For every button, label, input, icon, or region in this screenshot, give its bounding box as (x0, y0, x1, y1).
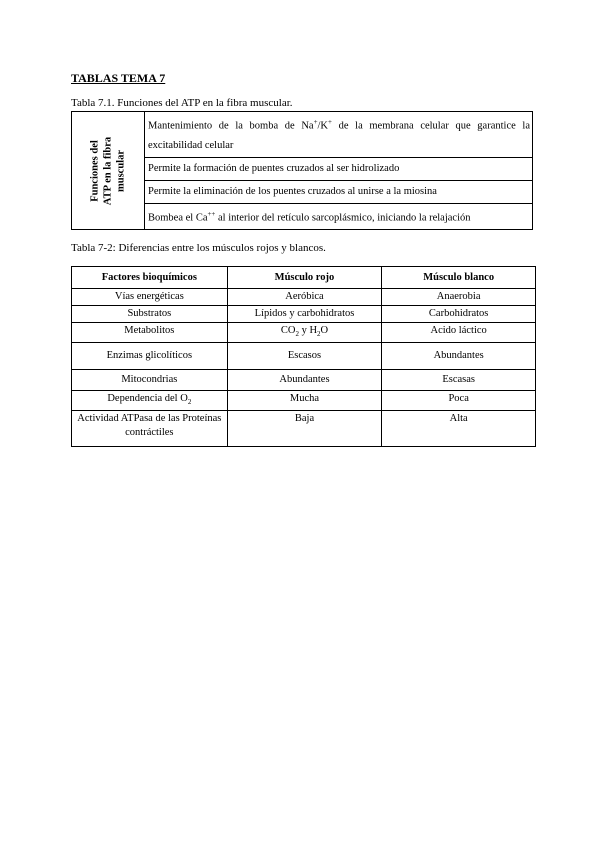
function-row-3: Permite la eliminación de los puentes cruzados al unirse a la miosina (145, 180, 533, 203)
side-header-line-1: Funciones del (89, 139, 101, 202)
muscle-comparison-table (71, 266, 536, 447)
side-header-line-2: ATP en la fibra (102, 136, 114, 205)
table-row: Mitocondrias Abundantes Escasas (72, 370, 536, 391)
table2-caption: Tabla 7-2: Diferencias entre los músculos rojos y blancos. (71, 242, 326, 254)
header-musculo-blanco: Músculo blanco (382, 267, 536, 289)
atp-functions-table (71, 111, 533, 230)
side-header-line-3: muscular (115, 149, 127, 192)
function-row-2: Permite la formación de puentes cruzados al ser hidrolizado (145, 157, 533, 180)
table-row: Substratos Lípidos y carbohidratos Carbohidratos (72, 306, 536, 323)
table-row: Actividad ATPasa de las Proteínas contráctiles Baja Alta (72, 411, 536, 447)
table-row: Dependencia del $O_2$ Mucha Poca (72, 391, 536, 411)
table-row: Enzimas glicolíticos Escasos Abundantes (72, 343, 536, 370)
metabolitos-rojo: $CO_2$ y $H_2O$ (227, 323, 382, 343)
header-musculo-rojo: Músculo rojo (227, 267, 382, 289)
table-row: Vías energéticas Aeróbica Anaerobia (72, 289, 536, 306)
function-row-1: Mantenimiento de la bomba de Na+/K+ de la membrana celular que garantice la excitabilidad celular (145, 112, 533, 158)
table-row: Metabolitos $CO_2$ y $H_2O$ Acido láctico (72, 323, 536, 343)
table1-side-header (72, 112, 145, 230)
header-factores: Factores bioquímicos (72, 267, 228, 289)
page-title: TABLAS TEMA 7 (71, 71, 166, 85)
function-row-4: Bombea el Ca++ al interior del retículo sarcoplásmico, iniciando la relajación (145, 203, 533, 230)
dependencia-o2: Dependencia del $O_2$ (72, 391, 228, 411)
table1-caption: Tabla 7.1. Funciones del ATP en la fibra muscular. (71, 97, 293, 109)
